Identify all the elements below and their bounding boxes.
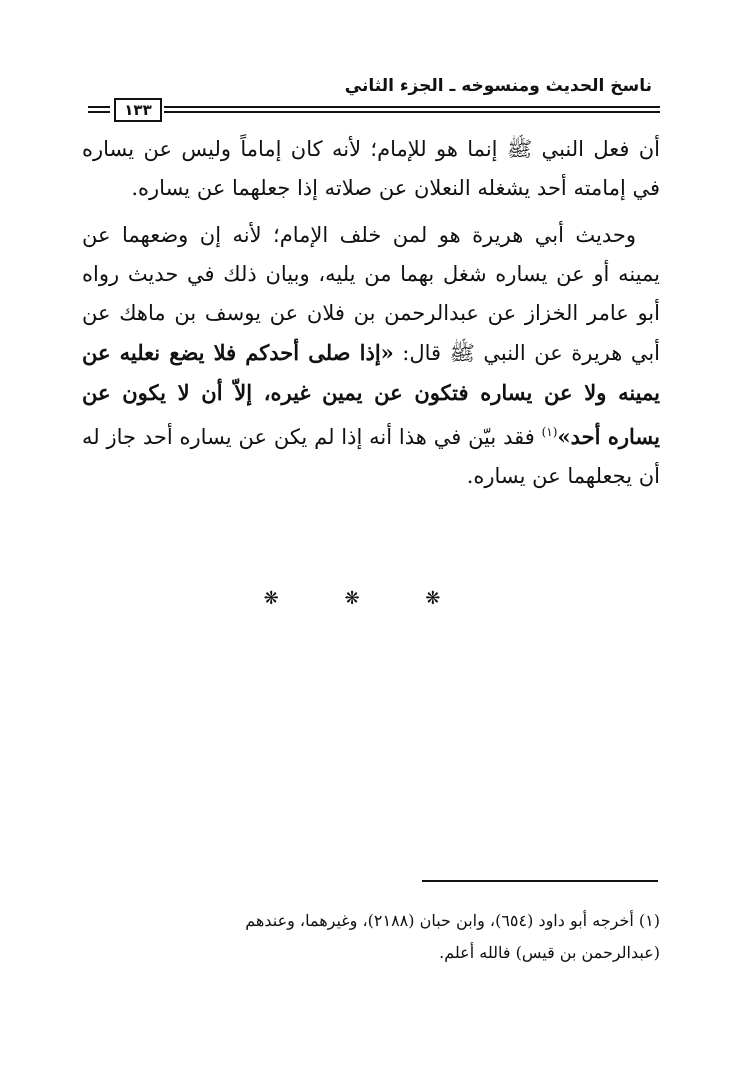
paragraph-1: أن فعل النبي ﷺ إنما هو للإمام؛ لأنه كان إماماً وليس عن يساره في إمامته أحد يشغله النعلان عن صلاته إذا جعلهما عن يساره. xyxy=(82,137,660,200)
main-text xyxy=(82,130,660,496)
footnote-line-2: (عبدالرحمن بن قيس) فالله أعلم. xyxy=(439,943,660,962)
footnote-rule xyxy=(422,880,658,882)
footnote-reference: (١) xyxy=(541,425,558,439)
footnote xyxy=(82,905,660,969)
page-number: ١٣٣ xyxy=(114,98,162,122)
hadith-quote: «إذا صلى أحدكم فلا يضع نعليه عن يمينه ولا عن يساره فتكون عن يمين غيره، إلاّ أن لا يكون عن يساره أحد» xyxy=(82,340,660,449)
section-separator: ❋ ❋ ❋ xyxy=(263,588,471,609)
header-rule-right xyxy=(164,106,660,113)
paragraph-2 xyxy=(82,216,660,496)
header-rule-left xyxy=(88,106,110,113)
header-rule xyxy=(88,98,660,122)
paragraph-2-intro: وحديث أبي هريرة هو لمن خلف الإمام؛ لأنه إن وضعهما عن يمينه أو عن يساره شغل بهما من يليه، وبيان ذلك في حديث رواه أبو عامر الخزاز عن عبدالرحمن بن فلان عن يوسف بن ماهك عن أبي هريرة عن النبي ﷺ قال: xyxy=(82,223,661,365)
footnote-line-1: (١) أخرجه أبو داود (٦٥٤)، وابن حبان (٢١٨٨)، وغيرهما، وعندهم xyxy=(245,911,660,930)
running-title: ناسخ الحديث ومنسوخه ـ الجزء الثاني xyxy=(344,76,652,96)
paragraph-2-outro: فقد بيّن في هذا أنه إذا لم يكن عن يساره أحد جاز له أن يجعلهما عن يساره. xyxy=(82,425,660,488)
